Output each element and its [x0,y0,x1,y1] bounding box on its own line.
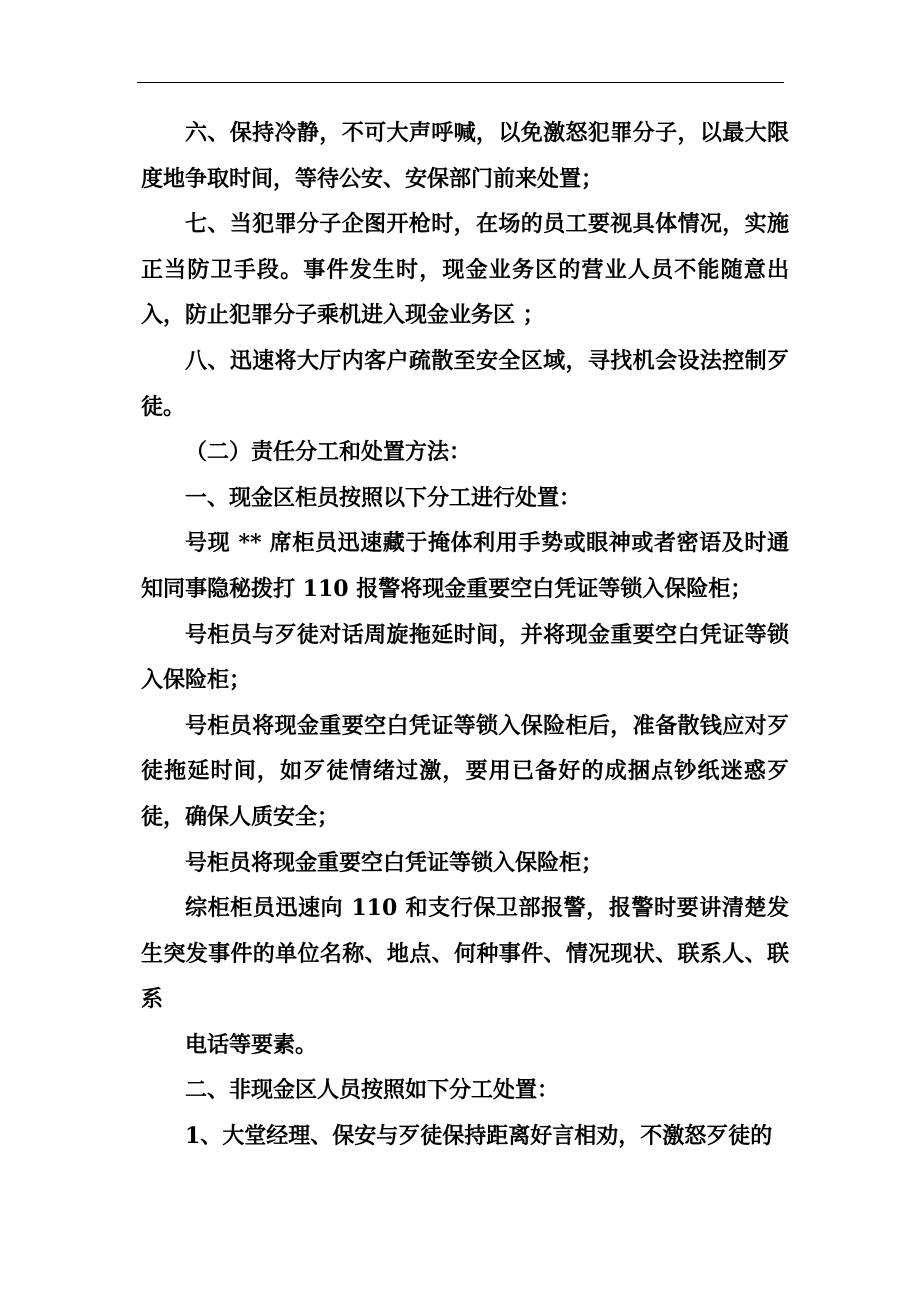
paragraph-teller-b: 号柜员与歹徒对话周旋拖延时间，并将现金重要空白凭证等锁入保险柜； [141,621,789,694]
paragraph-general-teller: 综柜柜员迅速向 110 和支行保卫部报警，报警时要讲清楚发生突发事件的单位名称、地点、何种事件、情况现状、联系人、联系 [141,895,789,1013]
paragraph-cash-area-tellers: 一、现金区柜员按照以下分工进行处置： [185,484,582,511]
paragraph-8: 八、迅速将大厅内客户疏散至安全区域，寻找机会设法控制歹徒。 [141,347,789,420]
header-rule [137,82,784,83]
paragraph-lobby-manager: 1、大堂经理、保安与歹徒保持距离好言相劝，不激怒歹徒的 [185,1123,773,1150]
paragraph-teller-c: 号柜员将现金重要空白凭证等锁入保险柜后，准备散钱应对歹徒拖延时间，如歹徒情绪过激，要用已备好的成捆点钞纸迷惑歹徒，确保人质安全； [141,712,789,830]
paragraph-general-teller-continued: 电话等要素。 [185,1031,318,1058]
paragraph-teller-d: 号柜员将现金重要空白凭证等锁入保险柜； [185,849,604,876]
paragraph-7: 七、当犯罪分子企图开枪时，在场的员工要视具体情况，实施正当防卫手段。事件发生时，现金业务区的营业人员不能随意出入，防止犯罪分子乘机进入现金业务区 ； [141,211,789,329]
section-heading-responsibilities: （二）责任分工和处置方法： [185,439,472,466]
document-body [141,111,789,1160]
paragraph-non-cash-staff: 二、非现金区人员按照如下分工处置： [185,1077,560,1104]
paragraph-6: 六、保持冷静，不可大声呼喊，以免激怒犯罪分子，以最大限度地争取时间，等待公安、安保部门前来处置； [141,120,789,192]
paragraph-teller-a: 号现 ** 席柜员迅速藏于掩体利用手势或眼神或者密语及时通知同事隐秘拨打 110 报警将现金重要空白凭证等锁入保险柜； [141,530,789,602]
